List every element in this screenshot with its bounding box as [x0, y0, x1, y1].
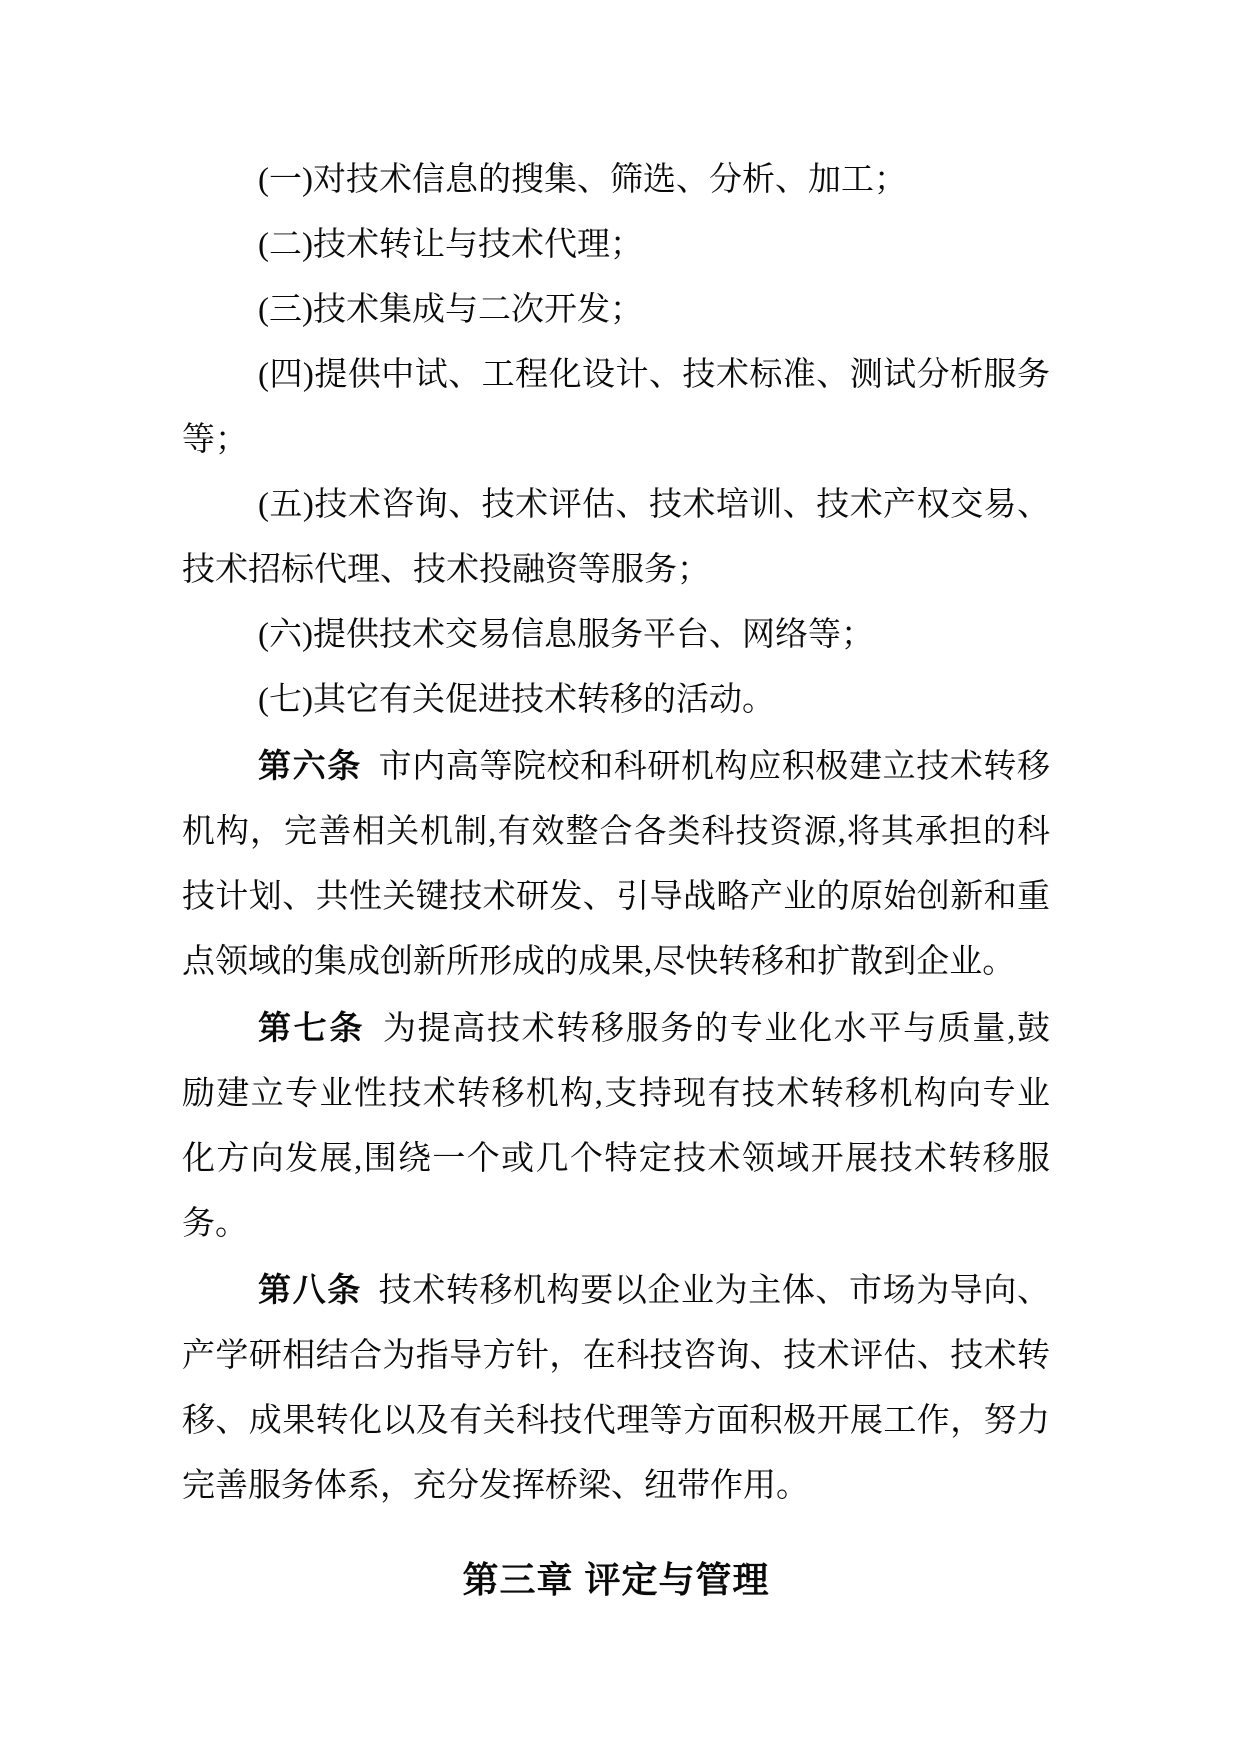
- line-text: (五)技术咨询、技术评估、技术培训、技术产权交易、: [258, 487, 1050, 523]
- line-text: (三)技术集成与二次开发；: [258, 292, 643, 328]
- text-line: [182, 668, 1050, 733]
- line-text: 化方向发展,围绕一个或几个特定技术领域开展技术转移服: [182, 1141, 1050, 1177]
- text-line: [182, 538, 1050, 603]
- text-line: [182, 865, 1050, 930]
- line-text: (六)提供技术交易信息服务平台、网络等；: [258, 617, 874, 653]
- line-text: 等；: [182, 422, 248, 458]
- text-line: [182, 603, 1050, 668]
- text-line: [182, 213, 1050, 278]
- text-line: [182, 800, 1050, 865]
- text-line: [182, 1324, 1050, 1389]
- line-text: 移、成果转化以及有关科技代理等方面积极开展工作，努力: [182, 1403, 1050, 1439]
- text-line: [182, 1127, 1050, 1192]
- line-text: (七)其它有关促进技术转移的活动。: [258, 682, 775, 718]
- line-text: 为提高技术转移服务的专业化水平与质量,鼓: [373, 1011, 1051, 1047]
- text-line: [182, 408, 1050, 473]
- text-line: [182, 1257, 1050, 1324]
- text-line: [182, 343, 1050, 408]
- text-line: [182, 995, 1050, 1062]
- text-line: [182, 473, 1050, 538]
- line-text: 励建立专业性技术转移机构,支持现有技术转移机构向专业: [182, 1076, 1050, 1112]
- text-line: [182, 148, 1050, 213]
- text-line: [182, 733, 1050, 800]
- text-line: [182, 1389, 1050, 1454]
- chapter-heading: 第三章 评定与管理: [462, 1559, 770, 1600]
- article-number: 第六条: [258, 747, 362, 784]
- text-line: [182, 1192, 1050, 1257]
- line-text: 产学研相结合为指导方针，在科技咨询、技术评估、技术转: [182, 1338, 1050, 1374]
- text-line: [182, 278, 1050, 343]
- article-number: 第八条: [258, 1271, 362, 1308]
- text-line: [182, 930, 1050, 995]
- text-line: [182, 1062, 1050, 1127]
- line-text: 点领域的集成创新所形成的成果,尽快转移和扩散到企业。: [182, 944, 1016, 980]
- article-number: 第七条: [258, 1009, 366, 1046]
- line-text: 技计划、共性关键技术研发、引导战略产业的原始创新和重: [182, 879, 1050, 915]
- line-text: 务。: [182, 1206, 248, 1242]
- line-text: 市内高等院校和科研机构应积极建立技术转移: [369, 749, 1051, 785]
- line-text: 技术招标代理、技术投融资等服务；: [182, 552, 710, 588]
- line-text: (四)提供中试、工程化设计、技术标准、测试分析服务: [258, 357, 1050, 393]
- line-text: 完善服务体系，充分发挥桥梁、纽带作用。: [182, 1468, 809, 1504]
- line-text: 技术转移机构要以企业为主体、市场为导向、: [369, 1273, 1051, 1309]
- line-text: (一)对技术信息的搜集、筛选、分析、加工；: [258, 162, 907, 198]
- text-line: [182, 1454, 1050, 1519]
- line-text: (二)技术转让与技术代理；: [258, 227, 643, 263]
- line-text: 机构，完善相关机制,有效整合各类科技资源,将其承担的科: [182, 814, 1050, 850]
